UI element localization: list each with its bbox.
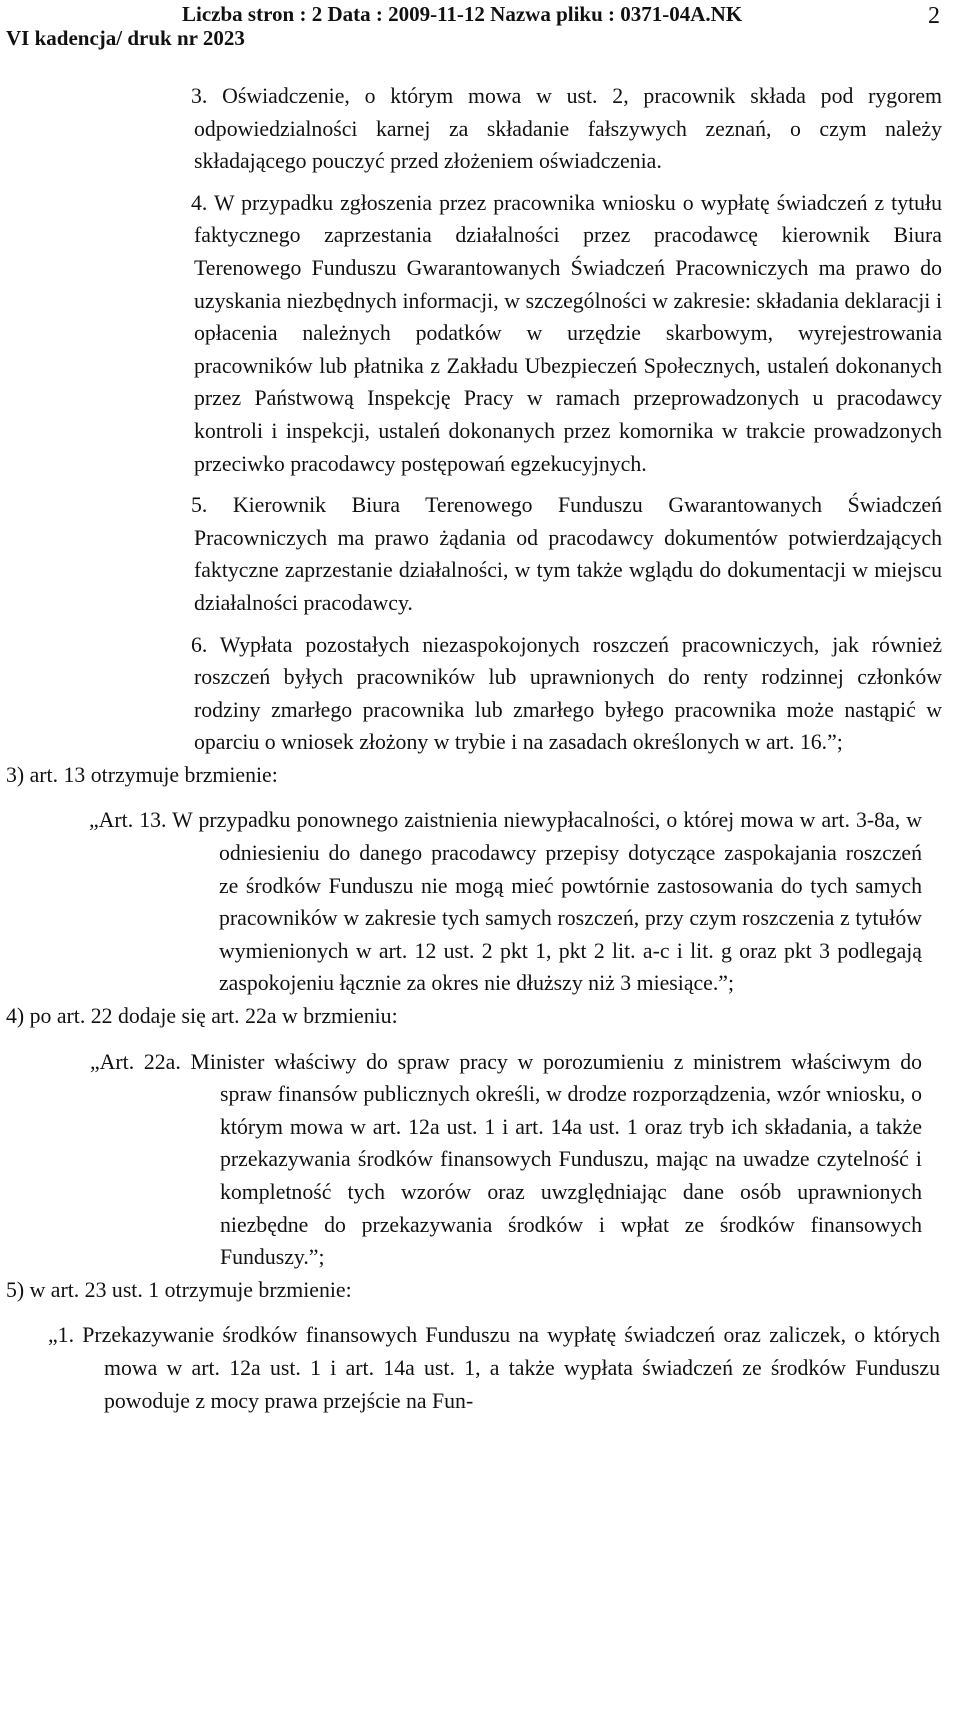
- paragraph-4: 4. W przypadku zgłoszenia przez pracownika wniosku o wypłatę świadczeń z tytułu faktycznego zaprzestania działalności przez pracodawcę kierownik Biura Terenowego Funduszu Gwarantowanych Świadczeń Pracowniczych ma prawo do uzyskania niezbędnych informacji, w szczególności w zakresie: składania deklaracji i opłacenia należnych podatków w urzędzie skarbowym, wyrejestrowania pracowników lub płatnika z Zakładu Ubezpieczeń Społecznych, ustaleń dokonanych przez Państwową Inspekcję Pracy w ramach przeprowadzonych u pracodawcy kontroli i inspekcji, ustaleń dokonanych przez komornika w trakcie prowadzonych przeciwko pracodawcy postępowań egzekucyjnych.: [191, 190, 942, 476]
- print-number: VI kadencja/ druk nr 2023: [6, 26, 245, 50]
- document-meta: Liczba stron : 2 Data : 2009-11-12 Nazwa pliku : 0371-04A.NK: [182, 2, 743, 26]
- paragraph-5: 5. Kierownik Biura Terenowego Funduszu Gwarantowanych Świadczeń Pracowniczych ma prawo żądania od pracodawcy dokumentów potwierdzających faktyczne zaprzestanie działalności, w tym także wglądu do dokumentacji w miejscu działalności pracodawcy.: [191, 493, 942, 615]
- amendment-point-5: 5) w art. 23 ust. 1 otrzymuje brzmienie:: [6, 1277, 352, 1302]
- paragraph-3: 3. Oświadczenie, o którym mowa w ust. 2, pracownik składa pod rygorem odpowiedzialności karnej za składanie fałszywych zeznań, o czym należy składającego pouczyć przed złożeniem oświadczenia.: [191, 84, 942, 174]
- paragraph-6: 6. Wypłata pozostałych niezaspokojonych roszczeń pracowniczych, jak również roszczeń byłych pracowników lub uprawnionych do renty rodzinnej członków rodziny zmarłego pracownika lub zmarłego byłego pracownika może nastąpić w oparciu o wniosek złożony w trybie i na zasadach określonych w art. 16.”;: [191, 632, 942, 755]
- document-body: [0, 80, 960, 1417]
- article-13-text: „Art. 13. W przypadku ponownego zaistnienia niewypłacalności, o której mowa w art. 3-8a, w odniesieniu do danego pracodawcy przepisy dotyczące zaspokajania roszczeń ze środków Funduszu nie mogą mieć powtórnie zastosowania do tych samych pracowników w zakresie tych samych roszczeń, przy czym roszczenia z tytułów wymienionych w art. 12 ust. 2 pkt 1, pkt 2 lit. a-c i lit. g oraz pkt 3 podlegają zaspokojeniu łącznie za okres nie dłuższy niż 3 miesiące.”;: [89, 808, 922, 996]
- article-22a-text: „Art. 22a. Minister właściwy do spraw pracy w porozumieniu z ministrem właściwym do spraw finansów publicznych określi, w drodze rozporządzenia, wzór wniosku, o którym mowa w art. 12a ust. 1 i art. 14a ust. 1 oraz tryb ich składania, a także przekazywania środków finansowych Funduszu, mając na uwadze czytelność i kompletność tych wzorów oraz uwzględniając dane osób uprawnionych niezbędne do przekazywania środków i wpłat ze środków finansowych Funduszy.”;: [90, 1049, 922, 1270]
- article-23-ust-1-text: „1. Przekazywanie środków finansowych Funduszu na wypłatę świadczeń oraz zaliczek, o których mowa w art. 12a ust. 1 i art. 14a ust. 1, a także wypłata świadczeń ze środków Funduszu powoduje z mocy prawa przejście na Fun-: [48, 1323, 940, 1413]
- amendment-point-3: 3) art. 13 otrzymuje brzmienie:: [6, 762, 278, 787]
- page-number: 2: [928, 3, 940, 29]
- amendment-point-4: 4) po art. 22 dodaje się art. 22a w brzmieniu:: [6, 1004, 398, 1029]
